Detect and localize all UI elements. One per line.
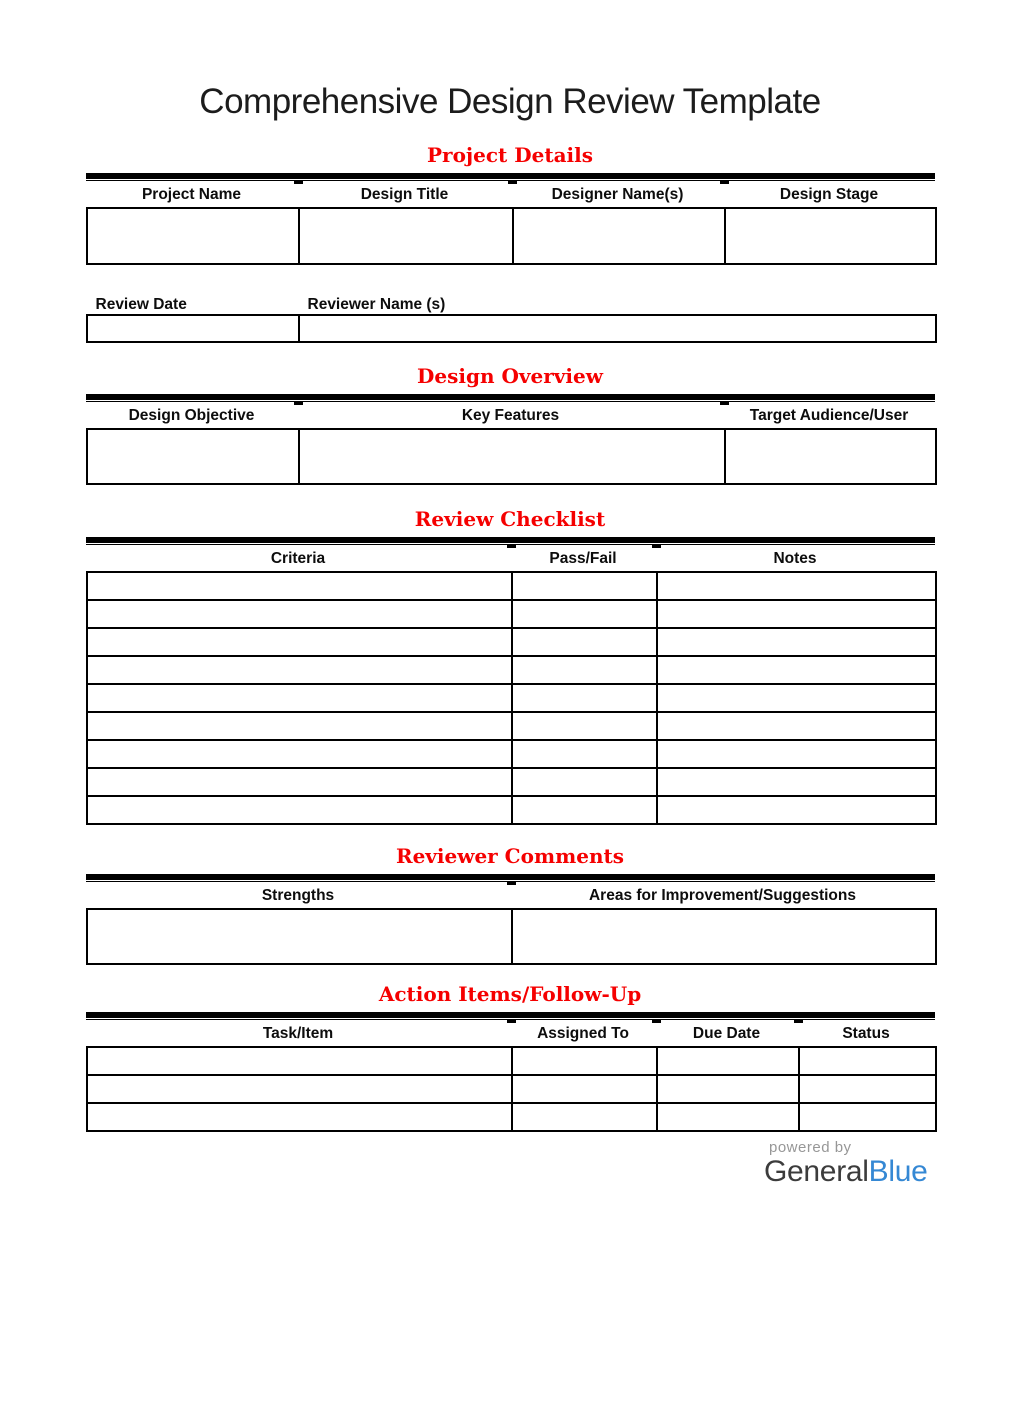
criteria-cell[interactable] [87, 796, 512, 824]
table-row [87, 909, 936, 964]
assigned-to-cell[interactable] [512, 1075, 657, 1103]
column-tick [720, 181, 729, 184]
review-info-labels [86, 296, 935, 314]
review-checklist-table [86, 571, 937, 825]
document-page [0, 82, 1020, 1188]
target-audience-cell[interactable] [725, 429, 936, 484]
column-header-design-title: Design Title [360, 186, 449, 203]
rule-thin-line [86, 401, 935, 402]
action-row [87, 1047, 936, 1075]
column-tick [720, 402, 729, 405]
criteria-cell[interactable] [87, 768, 512, 796]
column-tick [507, 882, 516, 885]
column-header-status: Status [842, 1025, 890, 1042]
table-row [87, 315, 936, 342]
section-heading-design-overview: Design Overview [417, 364, 603, 388]
designer-names-cell[interactable] [513, 208, 725, 264]
checklist-row [87, 684, 936, 712]
review-checklist-header-row [86, 545, 935, 571]
notes-cell[interactable] [657, 656, 936, 684]
action-row [87, 1103, 936, 1131]
criteria-cell[interactable] [87, 600, 512, 628]
checklist-row [87, 712, 936, 740]
pass-fail-cell[interactable] [512, 656, 657, 684]
notes-cell[interactable] [657, 768, 936, 796]
section-rule [86, 173, 935, 181]
column-header-design-stage: Design Stage [779, 186, 879, 203]
design-objective-cell[interactable] [87, 429, 299, 484]
task-item-cell[interactable] [87, 1103, 512, 1131]
checklist-row [87, 600, 936, 628]
due-date-cell[interactable] [657, 1047, 799, 1075]
design-overview-table [86, 428, 937, 485]
strengths-cell[interactable] [87, 909, 512, 964]
section-heading-project-details: Project Details [427, 143, 593, 167]
checklist-row [87, 768, 936, 796]
checklist-row [87, 656, 936, 684]
brand-wordmark [764, 1156, 928, 1188]
task-item-cell[interactable] [87, 1047, 512, 1075]
due-date-cell[interactable] [657, 1075, 799, 1103]
page-title: Comprehensive Design Review Template [199, 82, 821, 121]
review-date-cell[interactable] [87, 315, 299, 342]
generalblue-logo [764, 1139, 928, 1188]
pass-fail-cell[interactable] [512, 796, 657, 824]
criteria-cell[interactable] [87, 712, 512, 740]
section-rule [86, 874, 935, 882]
pass-fail-cell[interactable] [512, 712, 657, 740]
footer [86, 1139, 935, 1188]
pass-fail-cell[interactable] [512, 628, 657, 656]
column-tick [294, 181, 303, 184]
criteria-cell[interactable] [87, 740, 512, 768]
column-header-project-name: Project Name [141, 186, 242, 203]
table-row [87, 208, 936, 264]
criteria-cell[interactable] [87, 656, 512, 684]
project-details-table [86, 207, 937, 265]
notes-cell[interactable] [657, 740, 936, 768]
label-reviewer-name: Reviewer Name (s) [307, 296, 446, 313]
project-name-cell[interactable] [87, 208, 299, 264]
pass-fail-cell[interactable] [512, 600, 657, 628]
column-tick [507, 1020, 516, 1023]
column-tick [508, 181, 517, 184]
status-cell[interactable] [799, 1075, 936, 1103]
section-heading-action-items: Action Items/Follow-Up [378, 982, 642, 1006]
notes-cell[interactable] [657, 628, 936, 656]
reviewer-comments-table [86, 908, 937, 965]
rule-thick-line [86, 1012, 935, 1018]
criteria-cell[interactable] [87, 628, 512, 656]
table-row [87, 429, 936, 484]
column-header-strengths: Strengths [261, 887, 335, 904]
column-tick [507, 545, 516, 548]
section-heading-reviewer-comments: Reviewer Comments [395, 844, 625, 868]
checklist-row [87, 628, 936, 656]
improvements-cell[interactable] [512, 909, 936, 964]
rule-thick-line [86, 874, 935, 880]
action-items-table [86, 1046, 937, 1132]
notes-cell[interactable] [657, 684, 936, 712]
notes-cell[interactable] [657, 572, 936, 600]
column-header-criteria: Criteria [270, 550, 326, 567]
powered-by-label: powered by [769, 1139, 852, 1156]
criteria-cell[interactable] [87, 684, 512, 712]
pass-fail-cell[interactable] [512, 572, 657, 600]
section-heading-review-checklist: Review Checklist [414, 507, 606, 531]
section-rule [86, 1012, 935, 1020]
column-header-pass-fail: Pass/Fail [549, 550, 617, 567]
design-stage-cell[interactable] [725, 208, 936, 264]
assigned-to-cell[interactable] [512, 1047, 657, 1075]
checklist-row [87, 572, 936, 600]
rule-thick-line [86, 394, 935, 400]
rule-thick-line [86, 537, 935, 543]
brand-blue-text: Blue [868, 1155, 928, 1188]
design-overview-header-row [86, 402, 935, 428]
column-header-notes: Notes [773, 550, 817, 567]
criteria-cell[interactable] [87, 572, 512, 600]
column-header-due-date: Due Date [692, 1025, 761, 1042]
review-info-table [86, 314, 937, 343]
task-item-cell[interactable] [87, 1075, 512, 1103]
column-header-task-item: Task/Item [262, 1025, 334, 1042]
section-rule [86, 394, 935, 402]
action-row [87, 1075, 936, 1103]
project-details-header-row [86, 181, 935, 207]
design-title-cell[interactable] [299, 208, 513, 264]
reviewer-comments-header-row [86, 882, 935, 908]
column-header-design-objective: Design Objective [128, 407, 255, 424]
reviewer-name-cell[interactable] [299, 315, 936, 342]
notes-cell[interactable] [657, 600, 936, 628]
notes-cell[interactable] [657, 712, 936, 740]
checklist-row [87, 796, 936, 824]
pass-fail-cell[interactable] [512, 768, 657, 796]
pass-fail-cell[interactable] [512, 684, 657, 712]
action-items-header-row [86, 1020, 935, 1046]
column-header-target-audience: Target Audience/User [749, 407, 909, 424]
brand-general-text: General [764, 1155, 869, 1188]
column-tick [652, 545, 661, 548]
section-rule [86, 537, 935, 545]
notes-cell[interactable] [657, 796, 936, 824]
checklist-row [87, 740, 936, 768]
due-date-cell[interactable] [657, 1103, 799, 1131]
status-cell[interactable] [799, 1047, 936, 1075]
pass-fail-cell[interactable] [512, 740, 657, 768]
column-tick [652, 1020, 661, 1023]
column-tick [794, 1020, 803, 1023]
status-cell[interactable] [799, 1103, 936, 1131]
column-header-designer-names: Designer Name(s) [551, 186, 684, 203]
rule-thick-line [86, 173, 935, 179]
assigned-to-cell[interactable] [512, 1103, 657, 1131]
column-header-key-features: Key Features [461, 407, 560, 424]
key-features-cell[interactable] [299, 429, 725, 484]
label-review-date: Review Date [95, 296, 187, 313]
column-header-improvements: Areas for Improvement/Suggestions [588, 887, 856, 904]
column-header-assigned-to: Assigned To [537, 1025, 629, 1042]
column-tick [294, 402, 303, 405]
